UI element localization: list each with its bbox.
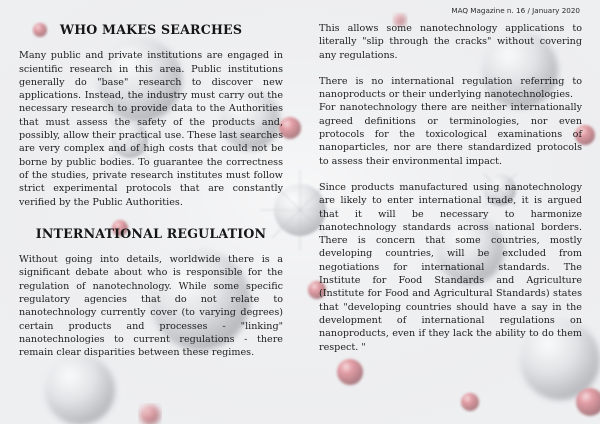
paragraph-international-trade: Since products manufactured using nanotechnology are likely to enter international trade, it is argued that it will be necessary to harmonize nanotechnology standards across national borders. There is concern that some countries, mostly developing countries, will be excluded from negotiations for international standards. The Institute for Food Standards and Agriculture (Institute for Food and Agricultural Standards) states that "developing countries should have a say in the development of international regulations on nanoproducts, even if they lack the ability to do them respect. " [319,181,582,353]
left-column [19,22,283,360]
paragraph-no-definitions: For nanotechnology there are neither internationally agreed definitions or terminologies, nor even protocols for the toxicological examinations of nanoparticles, nor are there standardized protocols to assess their environmental impact. [319,102,582,167]
paragraph-who-makes-searches: Many public and private institutions are engaged in scientific research in this area. Public institutions generally do "base" research to discover new applications. Instead, the industry must carry out the necessary research to provide data to the Authorities that must assess the safety of the products and, possibly, allow their practical use. These last searches are very complex and of high costs that could not be borne by public bodies. To guarantee the correctness of the studies, private research institutes must follow strict experimental protocols that are constantly verified by the Public Authorities. [19,50,284,208]
paragraph-no-international-regulation: There is no international regulation referring to nanoproducts or their underlying nanotechnologies. [319,75,582,101]
paragraph-slip-through-cracks: This allows some nanotechnology applications to literally "slip through the cracks" without covering any regulations. [319,23,582,61]
magazine-issue-label: MAQ Magazine n. 16 / January 2020 [451,6,580,15]
paragraph-international-regulation: Without going into details, worldwide there is a significant debate about who is responsible for the regulation of nanotechnology. While some specific regulatory agencies that do not relate to nanotechnology currently cover (to varying degrees) certain products and processes - "linking" nanotechnologies to current regulations - there remain clear disparities between these regimes. [19,254,283,359]
right-column [319,22,582,354]
section-heading-international-regulation: INTERNATIONAL REGULATION [35,225,267,241]
section-heading-who-makes-searches: WHO MAKES SEARCHES [59,22,243,37]
